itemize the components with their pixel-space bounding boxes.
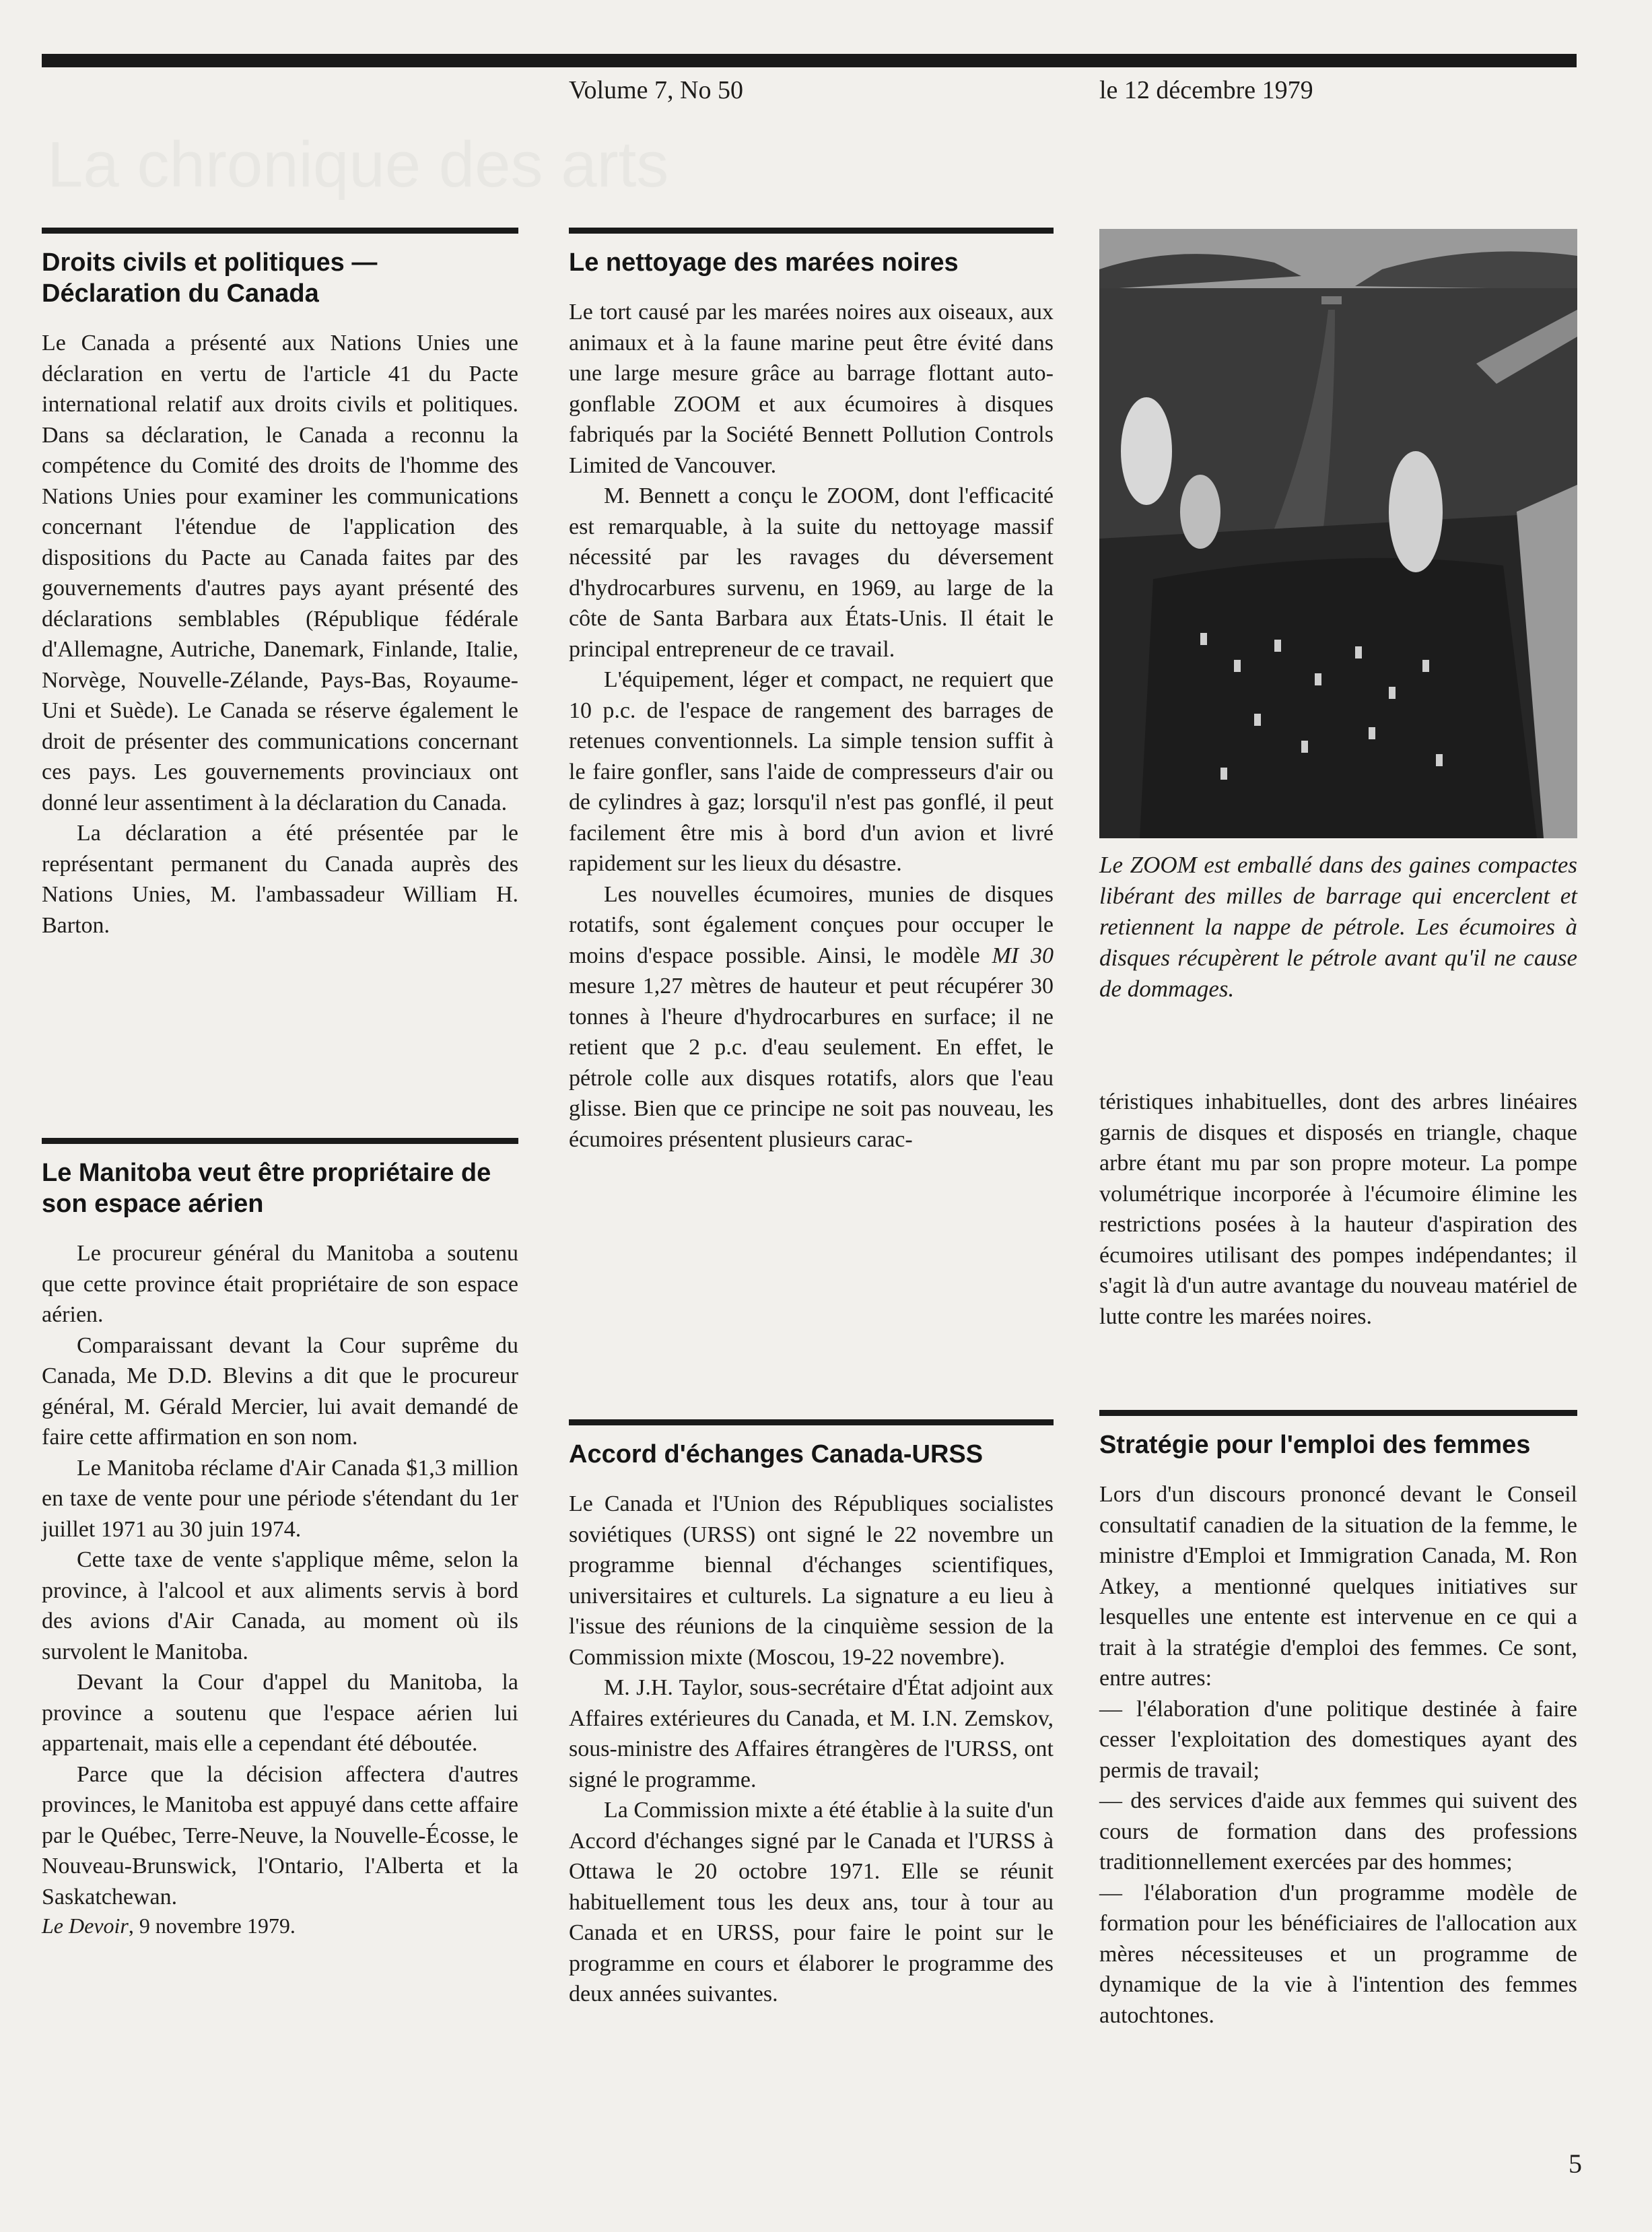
article-title: Droits civils et politiques — Déclaration du Canada [42,248,378,308]
article-droits [42,228,518,941]
article-body [569,1489,1054,2010]
article-body [42,328,518,941]
source-publication: Le Devoir [42,1914,129,1938]
issue-date: le 12 décembre 1979 [1099,76,1313,104]
section-rule [42,228,518,234]
volume-number: Volume 7, No 50 [569,76,743,104]
paragraph: téristiques inhabituelles, dont des arbres linéaires garnis de disques et disposés en triangle, chaque arbre étant mu par son propre moteur. La pompe volumétrique incorporée à l'écumoire élimine les restrictions posées à la hauteur d'aspiration des écumoires utilisant des pompes indépendantes; il s'agit là d'un autre avantage du nouveau matériel de lutte contre les marées noires. [1099,1089,1577,1329]
article-title: Le nettoyage des marées noires [569,248,959,277]
photo-illustration [1099,229,1577,838]
list-item: — l'élaboration d'une politique destinée à faire cesser l'exploitation des domestiques ayant des permis de travail; [1099,1696,1577,1783]
article-urss [569,1419,1054,2010]
section-rule [1099,1410,1577,1416]
paragraph: Comparaissant devant la Cour suprême du Canada, Me D.D. Blevins a dit que le procureur général, M. Gérald Mercier, lui avait demandé de faire cette affirmation en son nom. [42,1332,518,1450]
article-marees-continued [1099,1087,1577,1332]
show-through-masthead: La chronique des arts [47,129,669,201]
paragraph: M. J.H. Taylor, sous-secrétaire d'État adjoint aux Affaires extérieures du Canada, et M. I.N. Zemskov, sous-ministre des Affaires étrangères de l'URSS, ont signé le programme. [569,1675,1054,1792]
photo-caption: Le ZOOM est emballé dans des gaines compactes libérant des milles de barrage qui encerclent et retiennent la nappe de pétrole. Les écumoires à disques récupèrent le pétrole avant qu'il ne cause de dommages. [1099,852,1577,1002]
paragraph: Lors d'un discours prononcé devant le Conseil consultatif canadien de la situation de la femme, le ministre d'Emploi et Immigration Canada, M. Ron Atkey, a mentionné quelques initiatives sur lesquelles une entente est intervenue en ce qui a trait à la stratégie d'emploi des femmes. Ce sont, entre autres: [1099,1482,1577,1691]
source-credit [42,1914,518,1938]
list-item: — l'élaboration d'un programme modèle de formation pour les bénéficiaires de l'allocation aux mères nécessiteuses et un programme de dynamique de la vie à l'intention des femmes autochtones. [1099,1880,1577,2028]
article-body [42,1238,518,1938]
paragraph: L'équipement, léger et compact, ne requiert que 10 p.c. de l'espace de rangement des barrages de retenues conventionnels. La simple tension suffit à le faire gonfler, sans l'aide de compresseurs d'air ou de cylindres à gaz; lorsqu'il n'est pas gonflé, il peut facilement être mis à bord d'un avion et livré rapidement sur les lieux du désastre. [569,667,1054,876]
paragraph-text: Les nouvelles écumoires, munies de disques rotatifs, sont également conçues pour occuper le moins d'espace possible. Ainsi, le modèle [569,881,1054,968]
paragraph: Parce que la décision affectera d'autres provinces, le Manitoba est appuyé dans cette affaire par le Québec, Terre-Neuve, la Nouvelle-Écosse, le Nouveau-Brunswick, l'Ontario, l'Alberta et la Saskatchewan. [42,1761,518,1909]
paragraph: Le tort causé par les marées noires aux oiseaux, aux animaux et à la faune marine peut être évité dans une large mesure grâce au barrage flottant auto-gonflable ZOOM et aux écumoires à disques fabriqués par la Société Bennett Pollution Controls Limited de Vancouver. [569,300,1054,478]
source-date: , 9 novembre 1979. [128,1914,296,1938]
paragraph: La Commission mixte a été établie à la suite d'un Accord d'échanges signé par le Canada et l'URSS à Ottawa le 20 octobre 1971. Elle se réunit habituellement tous les deux ans, tour à tour au Canada et en URSS, pour faire le point sur le programme en cours et élaborer le programme des deux années suivantes. [569,1798,1054,2006]
paragraph: Le Canada et l'Union des Républiques socialistes soviétiques (URSS) ont signé le 22 novembre un programme biennal d'échanges scientifiques, universitaires et culturels. La signature a eu lieu à l'issue des réunions de la cinquième session de la Commission mixte (Moscou, 19-22 novembre). [569,1491,1054,1670]
paragraph [569,879,1054,1155]
article-manitoba [42,1138,518,1938]
article-title: Le Manitoba veut être propriétaire de son espace aérien [42,1159,491,1218]
article-title: Accord d'échanges Canada-URSS [569,1440,984,1468]
paragraph: La déclaration a été présentée par le représentant permanent du Canada auprès des Nations Unies, M. l'ambassadeur William H. Barton. [42,821,518,938]
page-number: 5 [1569,2149,1582,2179]
article-body [569,297,1054,1155]
section-rule [42,1138,518,1144]
zoom-boom-photo [1099,229,1577,838]
paragraph: Devant la Cour d'appel du Manitoba, la province a soutenu que l'espace aérien lui appartenait, mais elle a cependant été déboutée. [42,1670,518,1756]
paragraph: Le procureur général du Manitoba a soutenu que cette province était propriétaire de son espace aérien. [42,1241,518,1327]
paragraph-text: mesure 1,27 mètres de hauteur et peut récupérer 30 tonnes à l'heure d'hydrocarbures en surface; il ne retient que 2 p.c. d'eau seulement. En effet, le pétrole colle aux disques rotatifs, alors que l'eau glisse. Bien que ce principe ne soit pas nouveau, les écumoires présentent plusieurs carac- [569,974,1054,1152]
paragraph: Le Manitoba réclame d'Air Canada $1,3 million en taxe de vente pour une période s'étendant du 1er juillet 1971 au 30 juin 1974. [42,1455,518,1542]
top-rule [42,54,1577,67]
list-item: — des services d'aide aux femmes qui suivent des cours de formation dans des professions traditionnellement exercées par des hommes; [1099,1788,1577,1874]
model-name: MI 30 [992,943,1054,968]
section-rule [569,228,1054,234]
paragraph: Cette taxe de vente s'applique même, selon la province, à l'alcool et aux aliments servis à bord des avions d'Air Canada, au moment où ils survolent le Manitoba. [42,1547,518,1664]
paragraph: Le Canada a présenté aux Nations Unies une déclaration en vertu de l'article 41 du Pacte international relatif aux droits civils et politiques. Dans sa déclaration, le Canada a reconnu la compétence du Comité des droits de l'homme des Nations Unies pour examiner les communications concernant l'étendue de l'application des dispositions du Pacte au Canada faites par des gouvernements d'autres pays ayant présenté des déclarations semblables (République fédérale d'Allemagne, Autriche, Danemark, Finlande, Italie, Norvège, Nouvelle-Zélande, Pays-Bas, Royaume-Uni et Suède). Le Canada se réserve également le droit de présenter des communications concernant ces pays. Les gouvernements provinciaux ont donné leur assentiment à la déclaration du Canada. [42,331,518,815]
article-marees [569,228,1054,1155]
paragraph: M. Bennett a conçu le ZOOM, dont l'efficacité est remarquable, à la suite du nettoyage massif nécessité par les ravages du déversement d'hydrocarbures survenu, en 1969, au large de la côte de Santa Barbara aux États-Unis. Il était le principal entrepreneur de ce travail. [569,483,1054,662]
article-body [1099,1479,1577,2031]
section-rule [569,1419,1054,1425]
article-title: Stratégie pour l'emploi des femmes [1099,1431,1531,1459]
article-femmes [1099,1410,1577,2031]
